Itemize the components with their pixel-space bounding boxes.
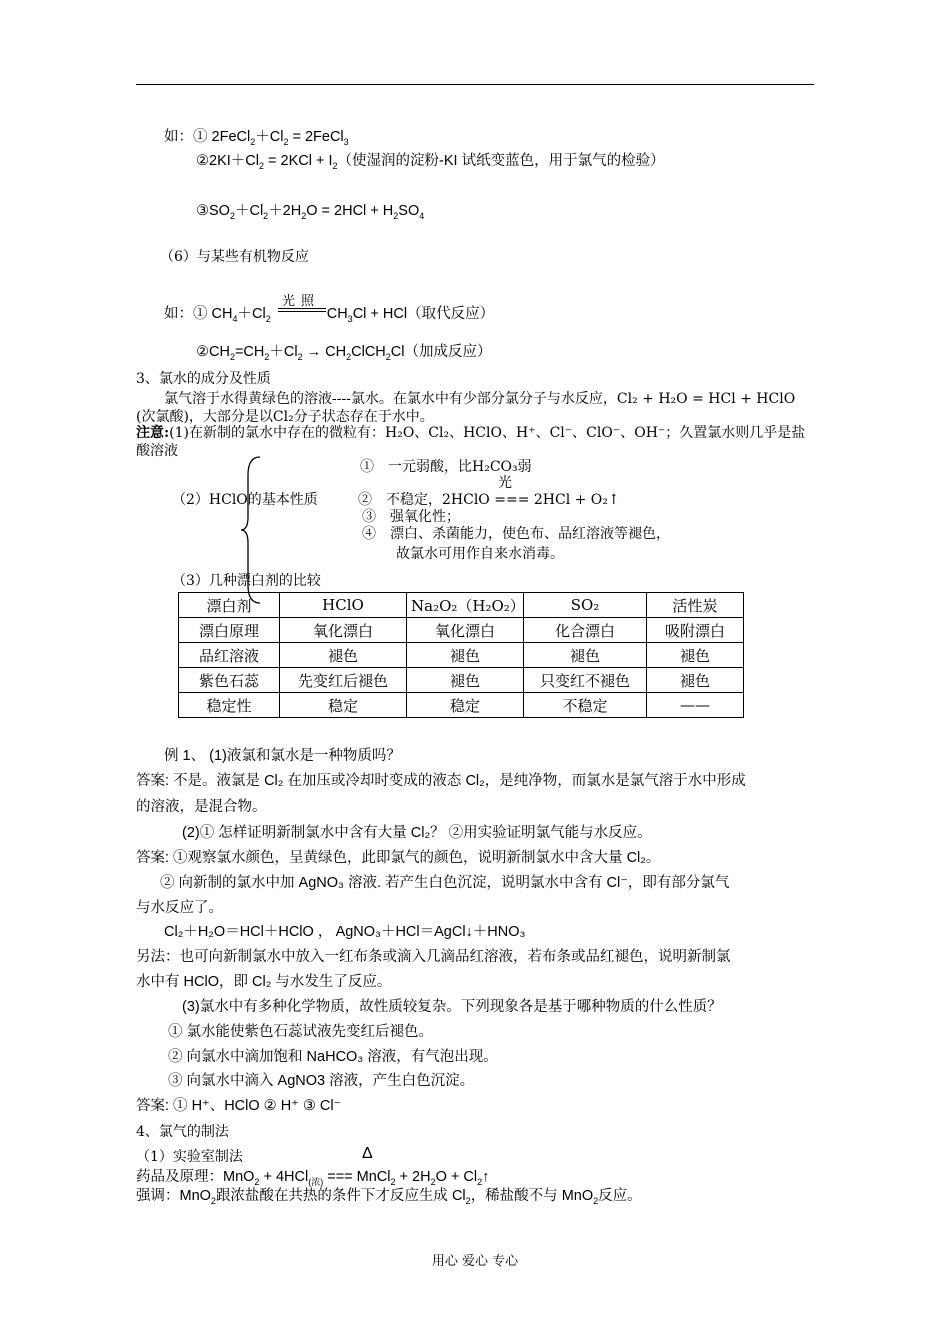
page-footer: 用心 爱心 专心 [431,1254,519,1269]
table-row: 紫色石蕊 先变红后褪色 褪色 只变红不褪色 褪色 [179,668,744,693]
light-condition-label: 光照 [282,294,321,309]
example-fecl2: 如：① $2FeCl_2+Cl_2$ = 2FeCl$_3$ [164,129,349,147]
hclo-prop-5: 故氯水可用作自来水消毒。 [396,546,564,562]
heating-delta-symbol: Δ [362,1145,373,1162]
section-4-title: 4、氯气的制法 [136,1124,229,1140]
chlorine-water-intro: 氯气溶于水得黄绿色的溶液----氯水。在氯水中有少部分氯分子与水反应，Cl₂ + H₂O = HCl + HClO (次氯酸)，大部分是以Cl₂分子状态存在于水中。 [136,391,796,425]
section-3-title: 3、氯水的成分及性质 [136,371,271,387]
table-row: 稳定性 稳定 稳定 不稳定 —— [179,693,744,718]
reagents-principle: 药品及原理：MnO$_2$ + 4HCl$_{(浓)}$ === MnCl$_2$ + $2H_2O$ + $Cl_2↑$ [136,1169,490,1187]
example-ch4: 如：① $CH_4+Cl_2$ $CH_3Cl + HCl$（取代反应） [164,306,495,324]
answer-2-line2: ② 向新制的氯水中加 AgNO₃ 溶液. 若产生白色沉淀，说明氯水中含有 Cl⁻，即有部分氯气 [160,875,730,891]
lab-method-heading: （1）实验室制法 [136,1149,243,1165]
answer-1-line1: 答案: 不是。液氯是 Cl₂ 在加压或冷却时变成的液态 Cl₂，是纯净物，而氯水是氯气溶于水中形成 [136,773,746,789]
hclo-prop-1: ① 一元弱酸，比H₂CO₃弱 [360,459,532,475]
answer-3: 答案: ① H⁺、HClO ② H⁺ ③ Cl⁻ [136,1098,342,1114]
bleach-comparison-table [178,592,744,718]
example-ki: $②2KI+Cl_2 = 2KCl + I_2$（使湿润的淀粉-KI 试纸变蓝色，用于氯气的检验） [196,153,665,171]
note-paragraph: 注意:(1)在新制的氯水中存在的微粒有：H₂O、Cl₂、HClO、H⁺、Cl⁻、ClO⁻、OH⁻；久置氯水则几乎是盐酸溶液 [136,425,806,459]
table-row: 漂白原理 氧化漂白 氧化漂白 化合漂白 吸附漂白 [179,618,744,643]
bleach-compare-title: （3）几种漂白剂的比较 [172,573,321,589]
example-ethylene: $②CH_2=CH_2+Cl_2$ → $CH_2ClCH_2Cl$（加成反应） [196,344,492,362]
hclo-heading: （2）HClO的基本性质 [172,492,318,508]
table-row: 品红溶液 褪色 褪色 褪色 褪色 [179,643,744,668]
answer-2-line1: 答案: ①观察氯水颜色，呈黄绿色，此即氯气的颜色，说明新制氯水中含大量 Cl₂。 [136,850,661,866]
question-3-item-2: ② 向氯水中滴加饱和 NaHCO₃ 溶液，有气泡出现。 [168,1049,498,1065]
reaction-condition-arrow [278,290,326,324]
question-3-item-1: ① 氯水能使紫色石蕊试液先变红后褪色。 [168,1024,434,1040]
reaction-equations: Cl₂＋H₂O＝HCl＋HClO ， AgNO₃＋HCl＝AgCl↓＋HNO₃ [164,924,526,940]
hclo-prop-3: ③ 强氧化性； [362,509,460,525]
question-2: (2)① 怎样证明新制氯水中含有大量 Cl₂？ ②用实验证明氯气能与水反应。 [182,825,652,841]
answer-2-line3: 与水反应了。 [136,900,223,916]
hclo-prop-4: ④ 漂白、杀菌能力，使色布、品红溶液等褪色， [362,526,670,542]
question-3: (3)氯水中有多种化学物质，故性质较复杂。下列现象各是基于哪种物质的什么性质？ [182,999,722,1015]
alternative-line2: 水中有 HClO，即 Cl₂ 与水发生了反应。 [136,974,392,990]
hclo-prop-2: ② 不稳定，2HClO === 2HCl + O₂↑ [358,492,620,508]
hclo-light-label: 光 [498,475,512,491]
question-3-item-3: ③ 向氯水中滴入 AgNO3 溶液，产生白色沉淀。 [168,1073,475,1089]
alternative-line1: 另法：也可向新制氯水中放入一红布条或滴入几滴品红溶液，若布条或品红褪色，说明新制氯 [136,949,731,965]
answer-1-line2: 的溶液，是混合物。 [136,799,267,815]
section-organic: （6）与某些有机物反应 [160,249,309,265]
example-1-question: 例 1、 (1)液氯和氯水是一种物质吗？ [164,748,401,764]
example-so2: $③SO_2+Cl_2+2H_2O = 2HCl + H_2SO_4$ [196,203,425,221]
header-rule [136,84,814,85]
emphasis-note: 强调：MnO$_2$跟浓盐酸在共热的条件下才反应生成 $Cl_2$，稀盐酸不与 MnO$_2$反应。 [136,1188,642,1206]
table-row: 漂白剂 HClO Na₂O₂（H₂O₂） SO₂ 活性炭 [179,593,744,618]
